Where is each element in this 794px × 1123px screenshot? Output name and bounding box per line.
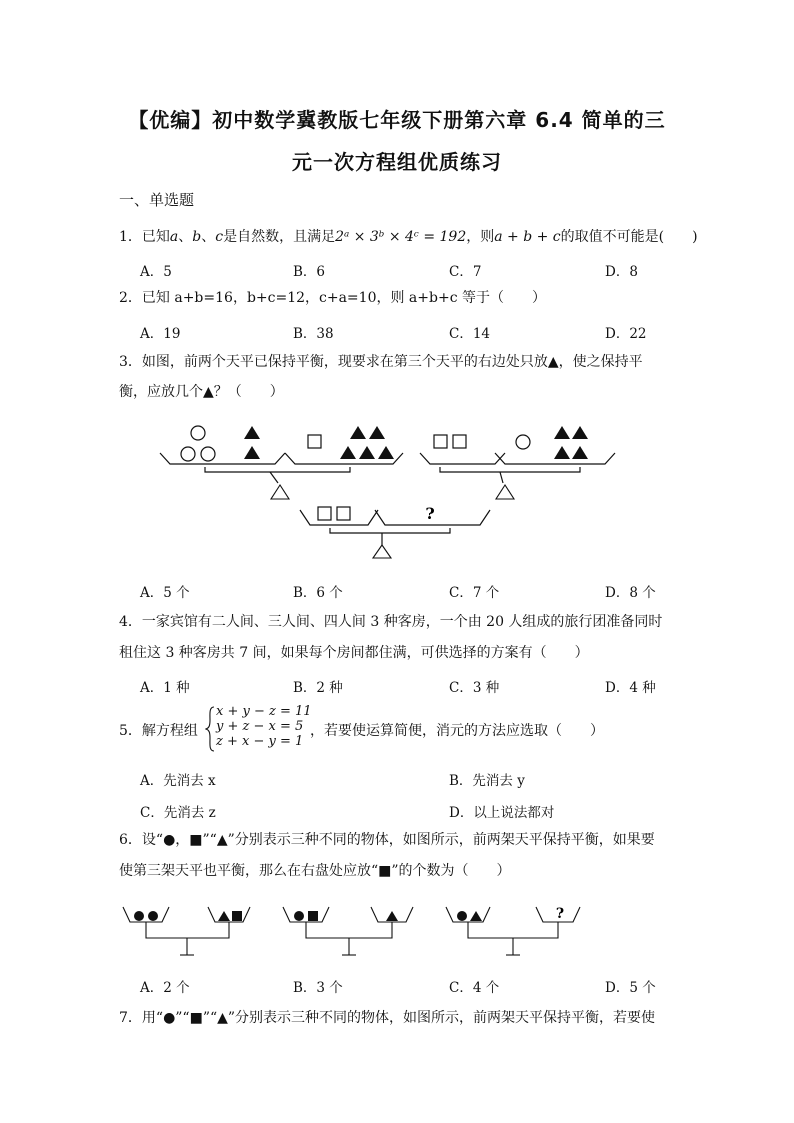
title-line-2: 元一次方程组优质练习 <box>292 150 502 174</box>
q4-option-b: B．2 种 <box>293 680 343 696</box>
q5-option-c: C．先消去 z <box>140 805 216 821</box>
question-6-line-1: 6．设“●，■”“▲”分别表示三种不同的物体，如图所示，前两架天平保持平衡，如果要 <box>119 832 655 848</box>
question-2: 2．已知 a+b=16，b+c=12，c+a=10，则 a+b+c 等于（ ） <box>119 290 546 306</box>
q6-option-b: B．3 个 <box>293 980 343 996</box>
q3-option-c: C．7 个 <box>449 585 500 601</box>
square-icon <box>453 435 466 448</box>
triangle-icon <box>378 446 394 459</box>
question-5-suffix: ，若要使运算简便，消元的方法应选取（ ） <box>310 723 604 739</box>
question-mark: ? <box>425 504 435 523</box>
q3-option-a: A．5 个 <box>140 585 190 601</box>
question-1: 1．已知a、b、c是自然数，且满足2ᵃ × 3ᵇ × 4ᶜ = 192，则a + b + c的取值不可能是( ) <box>119 229 698 245</box>
q2-option-b: B．38 <box>293 326 334 342</box>
question-4-line-2: 租住这 3 种客房共 7 间，如果每个房间都住满，可供选择的方案有（ ） <box>119 645 589 661</box>
question-3-line-1: 3．如图，前两个天平已保持平衡，现要求在第三个天平的右边处只放▲，使之保持平 <box>119 354 643 370</box>
q3-option-b: B．6 个 <box>293 585 343 601</box>
equation-3: z + x − y = 1 <box>216 734 304 749</box>
question-5-prefix: 5．解方程组 <box>119 723 198 739</box>
equation-1: x + y − z = 11 <box>216 704 312 719</box>
q1-option-b: B．6 <box>293 264 326 280</box>
square-icon <box>308 435 321 448</box>
triangle-icon <box>369 426 385 439</box>
square-icon <box>232 911 242 921</box>
q1-option-c: C．7 <box>449 264 482 280</box>
q5-option-b: B．先消去 y <box>449 773 525 789</box>
square-icon <box>308 911 318 921</box>
square-icon <box>434 435 447 448</box>
square-icon <box>318 507 331 520</box>
triangle-icon <box>350 426 366 439</box>
q2-option-d: D．22 <box>605 326 647 342</box>
q5-option-d: D．以上说法都对 <box>449 805 555 821</box>
triangle-icon <box>218 911 230 921</box>
triangle-icon <box>244 426 260 439</box>
square-icon <box>337 507 350 520</box>
q2-option-a: A．19 <box>140 326 181 342</box>
circle-icon <box>181 447 195 461</box>
triangle-icon <box>386 911 398 921</box>
equation-2: y + z − x = 5 <box>216 719 304 734</box>
triangle-icon <box>554 426 570 439</box>
triangle-icon <box>572 446 588 459</box>
q6-option-d: D．5 个 <box>605 980 656 996</box>
q5-option-a: A．先消去 x <box>140 773 216 789</box>
question-7-line-1: 7．用“●”“■”“▲”分别表示三种不同的物体，如图所示，前两架天平保持平衡，若要使 <box>119 1010 656 1026</box>
q6-option-a: A．2 个 <box>140 980 190 996</box>
circle-icon <box>191 426 205 440</box>
triangle-icon <box>470 911 482 921</box>
circle-icon <box>201 447 215 461</box>
triangle-icon <box>244 446 260 459</box>
q1-option-d: D．8 <box>605 264 638 280</box>
q2-option-c: C．14 <box>449 326 491 342</box>
q4-option-a: A．1 种 <box>140 680 190 696</box>
fulcrum-icon <box>373 545 391 558</box>
circle-icon <box>516 435 530 449</box>
question-4-line-1: 4．一家宾馆有二人间、三人间、四人间 3 种客房，一个由 20 人组成的旅行团准备同时 <box>119 614 663 630</box>
dot-icon <box>294 911 304 921</box>
section-heading: 一、单选题 <box>119 191 195 209</box>
q6-option-c: C．4 个 <box>449 980 500 996</box>
q6-balance-figure <box>118 900 588 962</box>
q3-option-d: D．8 个 <box>605 585 656 601</box>
triangle-icon <box>572 426 588 439</box>
q3-balance-figure <box>150 415 620 565</box>
q4-option-d: D．4 种 <box>605 680 656 696</box>
question-6-line-2: 使第三架天平也平衡，那么在右盘处应放“■”的个数为（ ） <box>119 863 511 879</box>
dot-icon <box>148 911 158 921</box>
triangle-icon <box>554 446 570 459</box>
dot-icon <box>457 911 467 921</box>
fulcrum-icon <box>271 485 289 499</box>
triangle-icon <box>340 446 356 459</box>
q4-option-c: C．3 种 <box>449 680 500 696</box>
fulcrum-icon <box>496 485 514 499</box>
question-mark: ? <box>555 906 565 922</box>
title-line-1: 【优编】初中数学冀教版七年级下册第六章 6.4 简单的三 <box>128 108 666 132</box>
triangle-icon <box>359 446 375 459</box>
system-brace <box>205 706 215 752</box>
q1-option-a: A．5 <box>140 264 172 280</box>
question-3-line-2: 衡，应放几个▲？（ ） <box>119 384 284 400</box>
dot-icon <box>134 911 144 921</box>
